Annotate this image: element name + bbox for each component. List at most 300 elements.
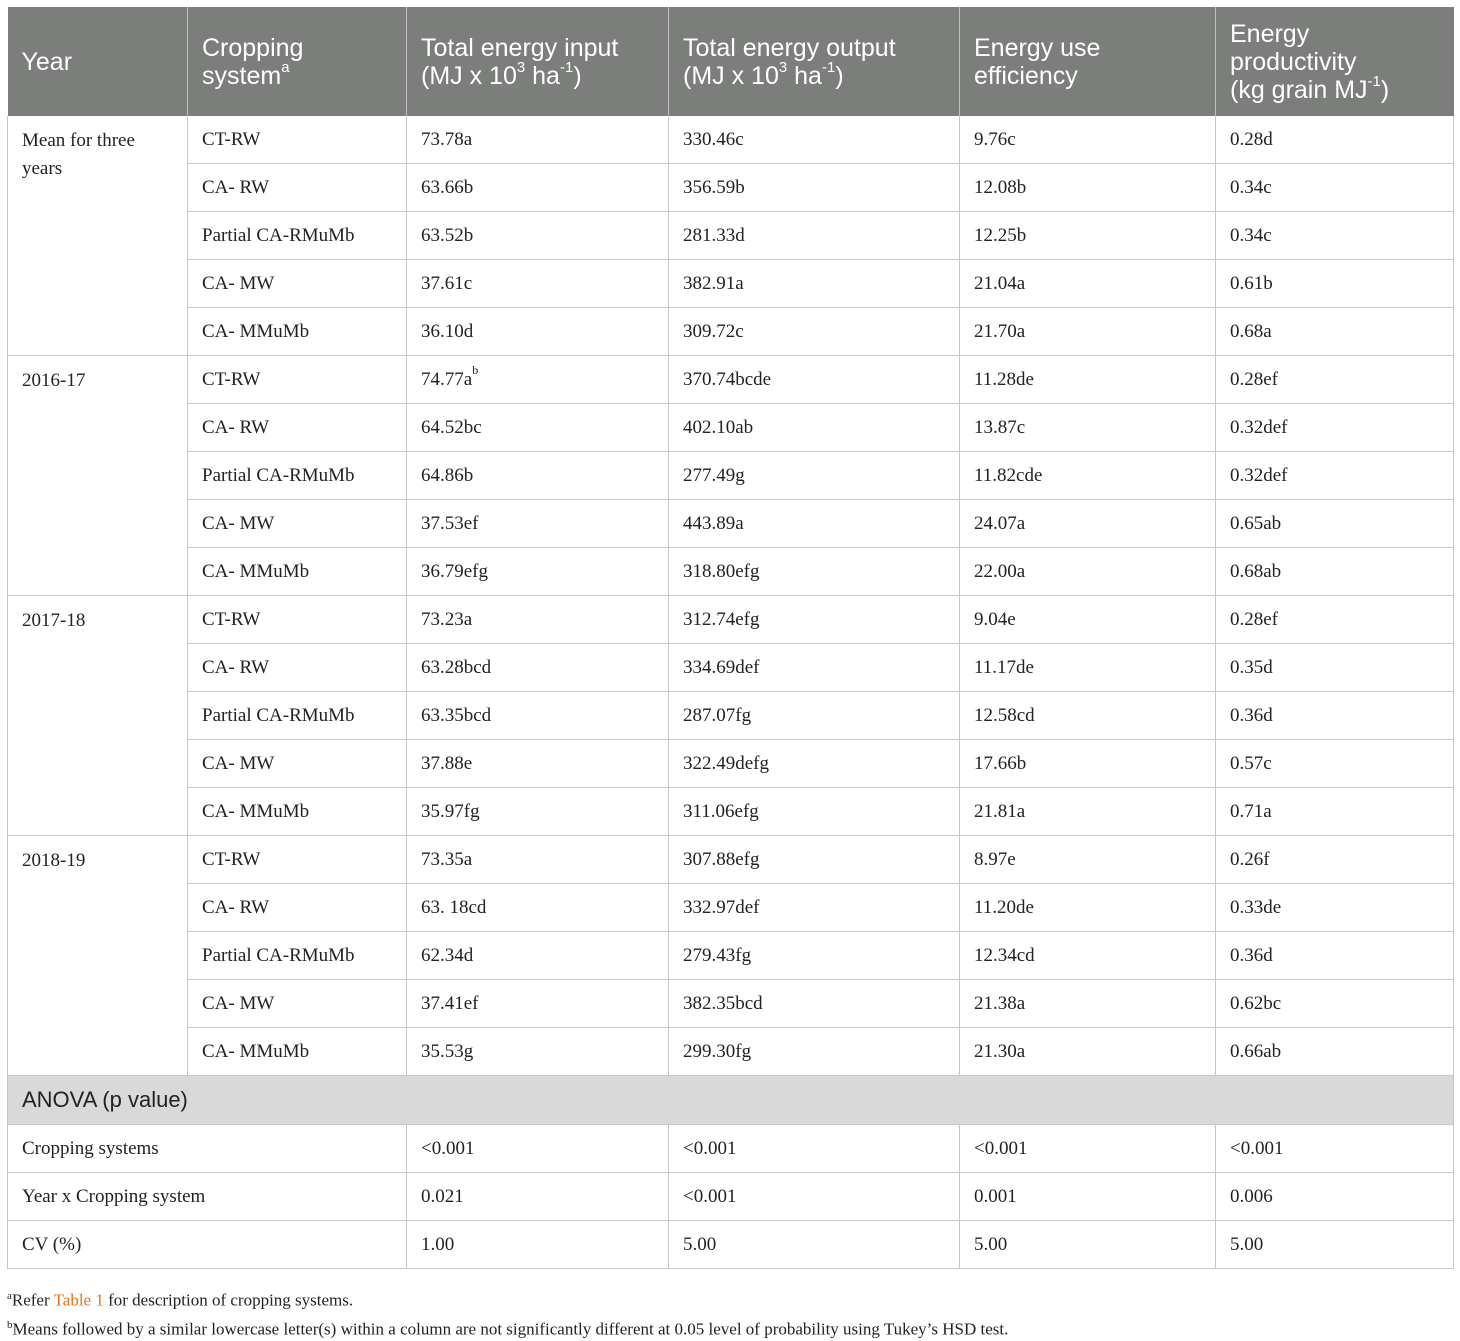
energy-input-cell-value: 37.88e <box>421 752 473 774</box>
energy-output-cell-value: 356.59b <box>683 176 745 198</box>
energy-productivity-cell <box>1216 500 1454 548</box>
anova-output-cell <box>669 1221 960 1269</box>
energy-efficiency-cell-value: 11.17de <box>974 656 1034 678</box>
energy-productivity-cell <box>1216 884 1454 932</box>
anova-label-cell <box>8 1221 407 1269</box>
energy-productivity-cell-value: 0.32def <box>1230 416 1288 438</box>
energy-input-cell <box>407 356 669 404</box>
energy-input-cell <box>407 644 669 692</box>
anova-output-cell-value: <0.001 <box>683 1137 737 1159</box>
cropping-system-cell <box>188 500 407 548</box>
energy-efficiency-cell <box>960 932 1216 980</box>
energy-input-cell-value: 73.23a <box>421 608 473 630</box>
cropping-system-cell-value: CA- MW <box>202 512 275 534</box>
energy-output-cell-value: 299.30fg <box>683 1040 752 1062</box>
anova-efficiency-cell <box>960 1221 1216 1269</box>
table-row <box>8 212 1454 260</box>
header-productivity-exp: -1 <box>1367 73 1381 91</box>
energy-input-cell <box>407 260 669 308</box>
energy-input-cell-value: 36.10d <box>421 320 474 342</box>
header-total-output-exp1: 3 <box>778 59 788 77</box>
energy-output-cell <box>669 308 960 356</box>
table-row <box>8 404 1454 452</box>
anova-input-cell <box>407 1221 669 1269</box>
anova-row <box>8 1125 1454 1173</box>
header-total-output-exp2: -1 <box>821 59 836 77</box>
energy-input-cell <box>407 788 669 836</box>
energy-efficiency-cell <box>960 260 1216 308</box>
energy-output-cell <box>669 500 960 548</box>
energy-productivity-cell-value: 0.68a <box>1230 320 1272 342</box>
energy-input-cell <box>407 548 669 596</box>
energy-efficiency-cell <box>960 500 1216 548</box>
anova-output-cell-value: <0.001 <box>683 1185 737 1207</box>
energy-productivity-cell-value: 0.28d <box>1230 128 1273 150</box>
energy-output-cell-value: 332.97def <box>683 896 760 918</box>
energy-productivity-cell <box>1216 836 1454 884</box>
energy-productivity-cell-value: 0.62bc <box>1230 992 1282 1014</box>
anova-input-cell <box>407 1125 669 1173</box>
anova-input-cell-value: 0.021 <box>421 1185 464 1207</box>
energy-efficiency-cell-value: 13.87c <box>974 416 1026 438</box>
energy-productivity-cell <box>1216 452 1454 500</box>
energy-efficiency-cell-value: 21.04a <box>974 272 1026 294</box>
energy-input-cell-value: 35.97fg <box>421 800 480 822</box>
header-total-output-unit-ha: ha <box>787 61 822 90</box>
anova-efficiency-cell <box>960 1173 1216 1221</box>
energy-output-cell-value: 281.33d <box>683 224 745 246</box>
energy-output-cell-value: 277.49g <box>683 464 745 486</box>
cropping-system-cell-value: Partial CA-RMuMb <box>202 944 355 966</box>
anova-productivity-cell-value: 0.006 <box>1230 1185 1273 1207</box>
energy-output-cell-value: 287.07fg <box>683 704 752 726</box>
energy-productivity-cell-value: 0.57c <box>1230 752 1272 774</box>
cropping-system-cell <box>188 644 407 692</box>
table-row <box>8 452 1454 500</box>
cropping-system-cell-value: CA- MW <box>202 752 275 774</box>
cropping-system-cell <box>188 596 407 644</box>
cropping-system-cell-value: CA- RW <box>202 416 270 438</box>
anova-row <box>8 1173 1454 1221</box>
header-total-input <box>407 7 669 116</box>
cropping-system-cell-value: CA- MMuMb <box>202 1040 310 1062</box>
energy-productivity-cell <box>1216 116 1454 164</box>
energy-input-cell-value: 63.52b <box>421 224 474 246</box>
cropping-system-cell <box>188 356 407 404</box>
energy-efficiency-cell <box>960 404 1216 452</box>
energy-productivity-cell-value: 0.33de <box>1230 896 1282 918</box>
energy-input-cell-value: 37.41ef <box>421 992 479 1014</box>
year-cell <box>8 596 188 836</box>
footnote-b-mark-inline: b <box>472 363 479 378</box>
year-cell-value: 2017-18 <box>22 610 86 631</box>
energy-output-cell-value: 402.10ab <box>683 416 754 438</box>
anova-title <box>8 1076 1454 1125</box>
cropping-system-cell-value: CA- RW <box>202 656 270 678</box>
anova-productivity-cell <box>1216 1125 1454 1173</box>
table-row <box>8 932 1454 980</box>
table-row <box>8 836 1454 884</box>
table-row <box>8 692 1454 740</box>
energy-productivity-cell-value: 0.34c <box>1230 176 1272 198</box>
energy-efficiency-cell-value: 9.76c <box>974 128 1016 150</box>
energy-input-cell <box>407 500 669 548</box>
energy-output-cell <box>669 932 960 980</box>
energy-productivity-cell <box>1216 644 1454 692</box>
table-row <box>8 980 1454 1028</box>
energy-efficiency-cell-value: 22.00a <box>974 560 1026 582</box>
energy-productivity-cell <box>1216 980 1454 1028</box>
energy-output-cell-value: 312.74efg <box>683 608 760 630</box>
header-total-output-label: Total energy output <box>683 33 896 62</box>
energy-output-cell-value: 311.06efg <box>683 800 759 822</box>
energy-input-cell-value: 63.66b <box>421 176 474 198</box>
energy-efficiency-cell <box>960 836 1216 884</box>
energy-input-cell <box>407 116 669 164</box>
table-row <box>8 644 1454 692</box>
table-row <box>8 500 1454 548</box>
energy-output-cell <box>669 404 960 452</box>
header-productivity-line2: productivity <box>1230 47 1357 76</box>
table-row <box>8 884 1454 932</box>
cropping-system-cell <box>188 452 407 500</box>
cropping-system-cell <box>188 740 407 788</box>
energy-efficiency-cell <box>960 740 1216 788</box>
energy-table <box>7 7 1454 1269</box>
energy-output-cell <box>669 740 960 788</box>
anova-label-cell-value: CV (%) <box>22 1233 82 1255</box>
energy-input-cell-value: 63.28bcd <box>421 656 492 678</box>
energy-input-cell-value: 73.78a <box>421 128 473 150</box>
energy-output-cell-value: 309.72c <box>683 320 744 342</box>
energy-efficiency-cell-value: 21.30a <box>974 1040 1026 1062</box>
energy-input-cell <box>407 932 669 980</box>
year-cell <box>8 836 188 1076</box>
energy-input-cell <box>407 452 669 500</box>
anova-productivity-cell <box>1216 1221 1454 1269</box>
year-cell <box>8 116 188 356</box>
header-total-output <box>669 7 960 116</box>
footnote-a-text: Refer <box>11 1290 54 1310</box>
anova-productivity-cell-value: 5.00 <box>1230 1233 1264 1255</box>
table-1-link[interactable]: Table 1 <box>53 1290 104 1310</box>
header-total-output-unit: (MJ x 10 <box>683 61 779 90</box>
cropping-system-cell <box>188 548 407 596</box>
table-row <box>8 164 1454 212</box>
energy-productivity-cell <box>1216 932 1454 980</box>
energy-efficiency-cell <box>960 884 1216 932</box>
cropping-system-cell <box>188 212 407 260</box>
energy-output-cell-value: 279.43fg <box>683 944 752 966</box>
energy-productivity-cell-value: 0.35d <box>1230 656 1273 678</box>
energy-input-cell-value: 63. 18cd <box>421 896 487 918</box>
energy-output-cell-value: 322.49defg <box>683 752 770 774</box>
header-productivity-unit: (kg grain MJ <box>1230 75 1368 104</box>
energy-productivity-cell-value: 0.34c <box>1230 224 1272 246</box>
anova-productivity-cell-value: <0.001 <box>1230 1137 1284 1159</box>
header-year-label: Year <box>21 47 73 76</box>
energy-productivity-cell-value: 0.66ab <box>1230 1040 1282 1062</box>
energy-input-cell <box>407 1028 669 1076</box>
energy-productivity-cell-value: 0.26f <box>1230 848 1270 870</box>
cropping-system-cell <box>188 404 407 452</box>
header-row <box>8 7 1454 116</box>
energy-efficiency-cell-value: 12.25b <box>974 224 1027 246</box>
anova-header-row <box>8 1076 1454 1125</box>
year-cell-value: 2018-19 <box>22 850 86 871</box>
energy-productivity-cell-value: 0.28ef <box>1230 608 1279 630</box>
energy-productivity-cell-value: 0.28ef <box>1230 368 1279 390</box>
header-total-input-unit: (MJ x 10 <box>421 61 517 90</box>
energy-efficiency-cell-value: 11.28de <box>974 368 1034 390</box>
cropping-system-cell-value: CT-RW <box>202 608 261 630</box>
energy-input-cell <box>407 836 669 884</box>
cropping-system-cell <box>188 1028 407 1076</box>
energy-efficiency-cell-value: 12.34cd <box>974 944 1035 966</box>
cropping-system-cell <box>188 164 407 212</box>
energy-efficiency-cell-value: 21.70a <box>974 320 1026 342</box>
table-row <box>8 548 1454 596</box>
cropping-system-cell-value: CT-RW <box>202 368 261 390</box>
energy-input-cell <box>407 980 669 1028</box>
energy-input-cell-value: 73.35a <box>421 848 473 870</box>
energy-input-cell <box>407 212 669 260</box>
anova-label-cell <box>8 1173 407 1221</box>
energy-productivity-cell-value: 0.61b <box>1230 272 1273 294</box>
energy-input-cell <box>407 884 669 932</box>
table-row <box>8 356 1454 404</box>
anova-label-cell-value: Year x Cropping system <box>22 1185 206 1207</box>
anova-input-cell <box>407 1173 669 1221</box>
year-cell-value: 2016-17 <box>22 370 86 391</box>
energy-input-cell <box>407 404 669 452</box>
energy-output-cell-value: 382.35bcd <box>683 992 763 1014</box>
table-row <box>8 116 1454 164</box>
year-cell-value: Mean for three years <box>22 130 135 179</box>
table-row <box>8 1028 1454 1076</box>
energy-output-cell <box>669 788 960 836</box>
energy-efficiency-cell-value: 24.07a <box>974 512 1026 534</box>
energy-output-cell-value: 307.88efg <box>683 848 760 870</box>
cropping-system-cell-value: CA- RW <box>202 896 270 918</box>
energy-efficiency-cell <box>960 452 1216 500</box>
energy-efficiency-cell <box>960 788 1216 836</box>
anova-input-cell-value: <0.001 <box>421 1137 475 1159</box>
cropping-system-cell-value: CT-RW <box>202 848 261 870</box>
anova-output-cell-value: 5.00 <box>683 1233 717 1255</box>
cropping-system-cell-value: CA- RW <box>202 176 270 198</box>
energy-efficiency-cell <box>960 980 1216 1028</box>
energy-efficiency-cell-value: 11.20de <box>974 896 1034 918</box>
footnote-b-text: Means followed by a similar lowercase letter(s) within a column are not significantly different at 0.05 level of probability using Tukey’s HSD test. <box>12 1319 1009 1339</box>
cropping-system-cell-value: CA- MMuMb <box>202 560 310 582</box>
cropping-system-cell <box>188 692 407 740</box>
energy-output-cell <box>669 1028 960 1076</box>
header-productivity-unit-close: ) <box>1380 75 1390 104</box>
cropping-system-cell <box>188 932 407 980</box>
energy-efficiency-cell <box>960 164 1216 212</box>
energy-input-cell <box>407 164 669 212</box>
cropping-system-cell <box>188 260 407 308</box>
energy-efficiency-cell <box>960 596 1216 644</box>
energy-efficiency-cell <box>960 1028 1216 1076</box>
energy-efficiency-cell <box>960 644 1216 692</box>
table-row <box>8 308 1454 356</box>
cropping-system-cell <box>188 836 407 884</box>
energy-output-cell <box>669 548 960 596</box>
header-productivity-line1: Energy <box>1230 19 1310 48</box>
cropping-system-cell <box>188 884 407 932</box>
cropping-system-cell-value: CA- MMuMb <box>202 800 310 822</box>
energy-input-cell <box>407 596 669 644</box>
energy-output-cell <box>669 212 960 260</box>
energy-efficiency-cell <box>960 116 1216 164</box>
header-efficiency <box>960 7 1216 116</box>
footnote-a <box>7 1284 1453 1313</box>
energy-output-cell-value: 330.46c <box>683 128 744 150</box>
energy-productivity-cell-value: 0.68ab <box>1230 560 1282 582</box>
energy-input-cell-value: 37.61c <box>421 272 473 294</box>
energy-efficiency-cell-value: 12.08b <box>974 176 1027 198</box>
energy-productivity-cell <box>1216 740 1454 788</box>
energy-input-cell-value: 74.77a <box>421 368 473 390</box>
anova-label-cell-value: Cropping systems <box>22 1137 159 1159</box>
energy-productivity-cell <box>1216 356 1454 404</box>
cropping-system-cell-value: Partial CA-RMuMb <box>202 464 355 486</box>
cropping-system-cell <box>188 788 407 836</box>
energy-productivity-cell <box>1216 404 1454 452</box>
energy-input-cell-value: 35.53g <box>421 1040 474 1062</box>
energy-input-cell-value: 36.79efg <box>421 560 489 582</box>
anova-output-cell <box>669 1173 960 1221</box>
header-total-input-exp1: 3 <box>516 59 526 77</box>
energy-output-cell <box>669 836 960 884</box>
anova-label-cell <box>8 1125 407 1173</box>
year-cell <box>8 356 188 596</box>
cropping-system-cell-value: Partial CA-RMuMb <box>202 704 355 726</box>
energy-efficiency-cell <box>960 308 1216 356</box>
anova-productivity-cell <box>1216 1173 1454 1221</box>
cropping-system-cell <box>188 116 407 164</box>
anova-output-cell <box>669 1125 960 1173</box>
header-total-input-label: Total energy input <box>421 33 619 62</box>
header-total-output-unit-close: ) <box>835 61 844 90</box>
anova-input-cell-value: 1.00 <box>421 1233 455 1255</box>
energy-efficiency-cell-value: 21.81a <box>974 800 1026 822</box>
energy-productivity-cell <box>1216 1028 1454 1076</box>
anova-efficiency-cell-value: 0.001 <box>974 1185 1017 1207</box>
header-year <box>8 7 188 116</box>
energy-productivity-cell-value: 0.65ab <box>1230 512 1282 534</box>
energy-productivity-cell-value: 0.71a <box>1230 800 1272 822</box>
header-productivity <box>1216 7 1454 116</box>
energy-efficiency-cell-value: 12.58cd <box>974 704 1035 726</box>
energy-output-cell <box>669 596 960 644</box>
cropping-system-cell <box>188 980 407 1028</box>
energy-productivity-cell <box>1216 260 1454 308</box>
cropping-system-cell-value: CT-RW <box>202 128 261 150</box>
header-efficiency-line2: efficiency <box>974 61 1078 90</box>
energy-output-cell-value: 443.89a <box>683 512 744 534</box>
header-efficiency-line1: Energy use <box>974 33 1101 62</box>
cropping-system-cell-value: CA- MMuMb <box>202 320 310 342</box>
energy-input-cell <box>407 692 669 740</box>
energy-productivity-cell-value: 0.36d <box>1230 704 1273 726</box>
energy-output-cell <box>669 644 960 692</box>
cropping-system-cell-value: CA- MW <box>202 272 275 294</box>
header-cropping-system-label: Cropping system <box>202 33 304 90</box>
energy-productivity-cell <box>1216 212 1454 260</box>
energy-output-cell <box>669 164 960 212</box>
header-total-input-exp2: -1 <box>559 59 574 77</box>
header-total-input-unit-ha: ha <box>525 61 560 90</box>
footnote-a-text-end: for description of cropping systems. <box>103 1290 354 1310</box>
table-body <box>8 116 1454 1269</box>
energy-output-cell <box>669 884 960 932</box>
header-cropping-system-footnote-mark: a <box>281 59 290 77</box>
energy-efficiency-cell-value: 8.97e <box>974 848 1016 870</box>
energy-productivity-cell-value: 0.32def <box>1230 464 1288 486</box>
anova-title-value: ANOVA (p value) <box>22 1087 188 1112</box>
energy-input-cell <box>407 740 669 788</box>
energy-productivity-cell <box>1216 692 1454 740</box>
data-table-container <box>7 7 1453 1269</box>
energy-output-cell-value: 334.69def <box>683 656 760 678</box>
energy-output-cell <box>669 692 960 740</box>
table-row <box>8 260 1454 308</box>
energy-input-cell-value: 64.52bc <box>421 416 482 438</box>
energy-productivity-cell <box>1216 596 1454 644</box>
header-cropping-system <box>188 7 407 116</box>
energy-input-cell-value: 63.35bcd <box>421 704 492 726</box>
energy-output-cell-value: 370.74bcde <box>683 368 772 390</box>
energy-productivity-cell <box>1216 548 1454 596</box>
energy-efficiency-cell-value: 11.82cde <box>974 464 1043 486</box>
energy-output-cell <box>669 116 960 164</box>
energy-output-cell <box>669 452 960 500</box>
energy-output-cell-value: 318.80efg <box>683 560 760 582</box>
cropping-system-cell-value: Partial CA-RMuMb <box>202 224 355 246</box>
energy-efficiency-cell-value: 17.66b <box>974 752 1027 774</box>
energy-efficiency-cell <box>960 356 1216 404</box>
footnote-b-mark: b <box>7 1318 13 1331</box>
energy-input-cell-value: 37.53ef <box>421 512 479 534</box>
energy-output-cell <box>669 260 960 308</box>
table-header <box>8 7 1454 116</box>
table-row <box>8 596 1454 644</box>
cropping-system-cell <box>188 308 407 356</box>
table-row <box>8 740 1454 788</box>
energy-productivity-cell <box>1216 308 1454 356</box>
energy-efficiency-cell <box>960 548 1216 596</box>
footnote-a-mark: a <box>7 1290 12 1302</box>
energy-efficiency-cell <box>960 212 1216 260</box>
footnote-b <box>7 1313 1453 1341</box>
energy-output-cell <box>669 980 960 1028</box>
energy-efficiency-cell <box>960 692 1216 740</box>
anova-efficiency-cell <box>960 1125 1216 1173</box>
anova-efficiency-cell-value: 5.00 <box>974 1233 1008 1255</box>
header-total-input-unit-close: ) <box>573 61 582 90</box>
energy-input-cell-value: 64.86b <box>421 464 474 486</box>
anova-efficiency-cell-value: <0.001 <box>974 1137 1028 1159</box>
footnotes <box>7 1284 1453 1341</box>
energy-efficiency-cell-value: 9.04e <box>974 608 1016 630</box>
energy-input-cell <box>407 308 669 356</box>
energy-productivity-cell <box>1216 788 1454 836</box>
table-row <box>8 788 1454 836</box>
energy-productivity-cell <box>1216 164 1454 212</box>
